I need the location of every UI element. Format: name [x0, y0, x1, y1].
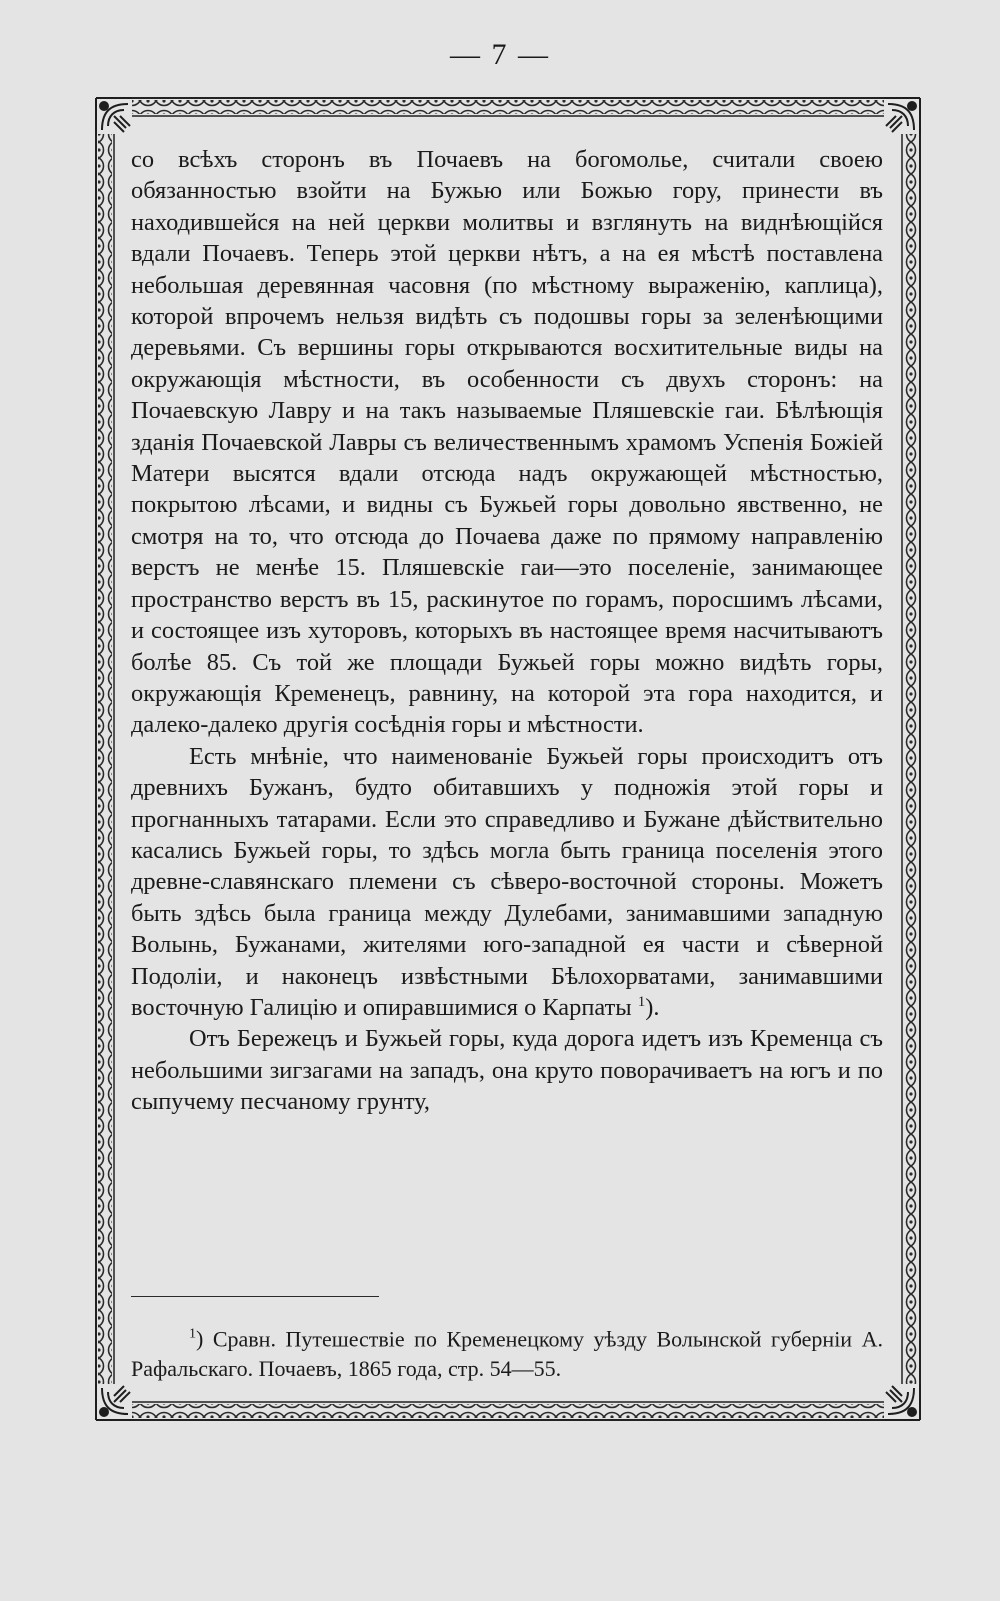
footnote-text: Сравн. Путешествіе по Кременецкому уѣзду Волынской губерніи А. Рафальскаго. Почаевъ, 1865 года, стр. 54—55.: [131, 1326, 883, 1382]
paragraph-1: со всѣхъ сторонъ въ Почаевъ на богомолье, считали своею обязанностью взойти на Бужью или Божью гору, принести въ находившейся на ней церкви молитвы и взглянуть на виднѣющійся вдали Почаевъ. Теперь этой церкви нѣтъ, а на ея мѣстѣ поставлена небольшая деревянная часовня (по мѣстному выраженію, каплица), которой впрочемъ нельзя видѣть съ подошвы горы за зеленѣющими деревьями. Съ вершины горы открываются восхитительные виды на окружающія мѣстности, въ особенности съ двухъ сторонъ: на Почаевскую Лавру и на такъ называемые Пляшевскіе гаи. Бѣлѣющія зданія Почаевской Лавры съ величественнымъ храмомъ Успенія Божіей Матери высятся вдали отсюда надъ окружающей мѣстностью, покрытою лѣсами, и видны съ Бужьей горы довольно явственно, не смотря на то, что отсюда до Почаева даже по прямому направленію верстъ не менѣе 15. Пляшевскіе гаи—это поселеніе, занимающее пространство верстъ въ 15, раскинутое по горамъ, поросшимъ лѣсами, и состоящее изъ хуторовъ, которыхъ въ настоящее время насчитываютъ болѣе 85. Съ той же площади Бужьей горы можно видѣть горы, окружающія Кременецъ, равнину, на которой эта гора находится, и далеко-далеко другія сосѣднія горы и мѣстности.: [131, 146, 883, 739]
page-number: — 7 —: [450, 38, 550, 71]
paragraph-2: [131, 741, 883, 1024]
footnote-reference: 1: [637, 993, 646, 1010]
paragraph-2-end: ).: [645, 993, 660, 1021]
paragraph-3: Отъ Бережецъ и Бужьей горы, куда дорога идетъ изъ Кременца съ небольшими зигзагами на западъ, она круто поворачиваетъ на югъ и по сыпучему песчаному грунту,: [131, 1025, 883, 1116]
footnote-separator: [131, 1296, 379, 1297]
footnote-mark: [131, 1326, 203, 1351]
page-body: [131, 144, 883, 1118]
paragraph-2-text: Есть мнѣніе, что наименованіе Бужьей горы происходитъ отъ древнихъ Бужанъ, будто обитавшихъ у подножія этой горы и прогнанныхъ татарами. Если это справедливо и Бужане дѣйствительно касались Бужьей горы, то здѣсь могла быть граница поселенія этого древне-славянскаго племени съ сѣверо-восточной стороны. Можетъ быть здѣсь была граница между Дулебами, занимавшими западную Волынь, Бужанами, жителями юго-западной ея части и сѣверной Подоліи, и наконецъ извѣстными Бѣлохорватами, занимавшими восточную Галицію и опиравшимися о Карпаты: [131, 742, 883, 1021]
footnote: [131, 1320, 883, 1384]
footnote-mark-suffix: ): [196, 1326, 204, 1352]
footnote-mark-number: 1: [189, 1327, 196, 1342]
